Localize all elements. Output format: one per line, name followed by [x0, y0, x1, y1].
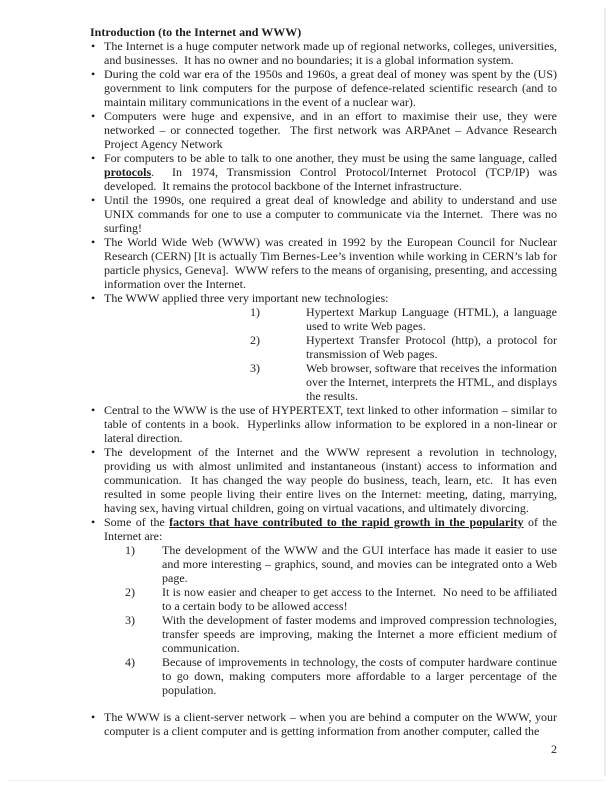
- bullet-icon: •: [91, 235, 96, 249]
- text-segment: Central to the WWW is the use of HYPERTEXT, text linked to other information – similar to table of contents in a book. Hyperlinks allow information to be explored in a non-linear or lateral direction.: [104, 403, 557, 445]
- numbered-item-label: 2): [125, 585, 135, 599]
- bullet-text: [104, 109, 557, 151]
- text-segment: For computers to be able to talk to one another, they must be using the same language, called: [104, 151, 557, 165]
- numbered-item-text: With the development of faster modems and improved compression technologies, transfer speeds are improving, making the Internet a more efficient medium of communication.: [162, 613, 557, 655]
- text-segment: The WWW applied three very important new technologies:: [104, 291, 389, 305]
- bullet-item: [90, 151, 557, 193]
- bullet-item: [90, 67, 557, 109]
- bullet-item: [90, 403, 557, 445]
- scan-artifact-right: [604, 8, 606, 776]
- numbered-item-text: Because of improvements in technology, the costs of computer hardware continue to go down, making computers more affordable to a larger percentage of the population.: [162, 655, 557, 697]
- text-segment: . In 1974, Transmission Control Protocol/Internet Protocol (TCP/IP) was developed. It remains the protocol backbone of the Internet infrastructure.: [104, 165, 557, 193]
- numbered-item-label: 3): [250, 361, 260, 375]
- text-segment: Computers were huge and expensive, and in an effort to maximise their use, they were networked – or connected together. The first network was ARPAnet – Advance Research Project Agency Network: [104, 109, 557, 151]
- bullet-item: [90, 291, 557, 403]
- bullet-text: [104, 445, 557, 515]
- bullet-item: [90, 109, 557, 151]
- scan-artifact-bottom: [8, 780, 604, 781]
- bullet-item: [90, 515, 557, 697]
- bullet-icon: •: [91, 291, 96, 305]
- text-segment: The development of the Internet and the WWW represent a revolution in technology, providing us with almost unlimited and instantaneous (instant) access to information and communication. It has changed the way people do business, teach, learn, etc. It has even resulted in some people living their entire lives on the Internet: meeting, dating, marrying, having sex, having virtual children, going on virtual vacations, and ultimately divorcing.: [104, 445, 557, 515]
- bullet-text: [104, 151, 557, 193]
- bullet-icon: •: [91, 67, 96, 81]
- text-segment: During the cold war era of the 1950s and 1960s, a great deal of money was spent by the (US) government to link computers for the purpose of defence-related scientific research (and to maintain military communications in the event of a nuclear war).: [104, 67, 557, 109]
- numbered-item: [104, 333, 557, 361]
- numbered-item: [104, 585, 557, 613]
- bullet-item: [90, 193, 557, 235]
- bullet-item: [90, 39, 557, 67]
- bullet-text: [104, 515, 557, 543]
- bullet-text: [104, 291, 388, 305]
- numbered-item: [104, 613, 557, 655]
- page-title: Introduction (to the Internet and WWW): [90, 25, 302, 39]
- numbered-item-label: 1): [250, 305, 260, 319]
- text-segment: The Internet is a huge computer network made up of regional networks, colleges, universities, and businesses. It has no owner and no boundaries; it is a global information system.: [104, 39, 557, 67]
- bullet-text: [104, 193, 557, 235]
- text-segment: of the Internet are:: [104, 515, 557, 543]
- numbered-item-label: 1): [125, 543, 135, 557]
- highlighted-term: factors that have contributed to the rapid growth in the popularity: [169, 515, 524, 529]
- bullet-icon: •: [91, 710, 96, 724]
- bullet-icon: •: [91, 445, 96, 459]
- numbered-item: [104, 361, 557, 403]
- text-segment: Until the 1990s, one required a great deal of knowledge and ability to understand and use UNIX commands for one to use a computer to communicate via the Internet. There was no surfing!: [104, 193, 557, 235]
- bullet-item: [90, 235, 557, 291]
- numbered-item-text: Hypertext Markup Language (HTML), a language used to write Web pages.: [306, 305, 557, 333]
- bullet-text: [104, 235, 557, 291]
- bullet-icon: •: [91, 39, 96, 53]
- bullet-icon: •: [91, 109, 96, 123]
- text-segment: The WWW is a client-server network – when you are behind a computer on the WWW, your computer is a client computer and is getting information from another computer, called the: [104, 710, 557, 738]
- bullet-text: [104, 710, 557, 738]
- text-segment: The World Wide Web (WWW) was created in 1992 by the European Council for Nuclear Research (CERN) [It is actually Tim Bernes-Lee’s invention while working in CERN’s lab for particle physics, Geneva]. WWW refers to the means of organising, presenting, and accessing information over the Internet.: [104, 235, 557, 291]
- bullet-icon: •: [91, 151, 96, 165]
- numbered-item-text: The development of the WWW and the GUI interface has made it easier to use and more interesting – graphics, sound, and movies can be integrated onto a Web page.: [162, 543, 557, 585]
- bullet-icon: •: [91, 403, 96, 417]
- bullet-text: [104, 403, 557, 445]
- numbered-item-label: 3): [125, 613, 135, 627]
- numbered-item-label: 2): [250, 333, 260, 347]
- bullet-list: [90, 39, 557, 738]
- highlighted-term: protocols: [104, 165, 152, 179]
- numbered-item-text: Hypertext Transfer Protocol (http), a protocol for transmission of Web pages.: [306, 333, 557, 361]
- numbered-item-text: It is now easier and cheaper to get access to the Internet. No need to be affiliated to a certain body to be allowed access!: [162, 585, 557, 613]
- numbered-item-label: 4): [125, 655, 135, 669]
- numbered-sublist: [104, 543, 557, 697]
- bullet-text: [104, 39, 557, 67]
- numbered-item-text: Web browser, software that receives the information over the Internet, interprets the HTML, and displays the results.: [306, 361, 557, 403]
- page-number: 2: [551, 742, 557, 756]
- numbered-sublist: [104, 305, 557, 403]
- numbered-item: [104, 305, 557, 333]
- bullet-icon: •: [91, 515, 96, 529]
- text-segment: Some of the: [104, 515, 170, 529]
- bullet-icon: •: [91, 193, 96, 207]
- bullet-text: [104, 67, 557, 109]
- bullet-item: [90, 710, 557, 738]
- numbered-item: [104, 543, 557, 585]
- numbered-item: [104, 655, 557, 697]
- bullet-item: [90, 445, 557, 515]
